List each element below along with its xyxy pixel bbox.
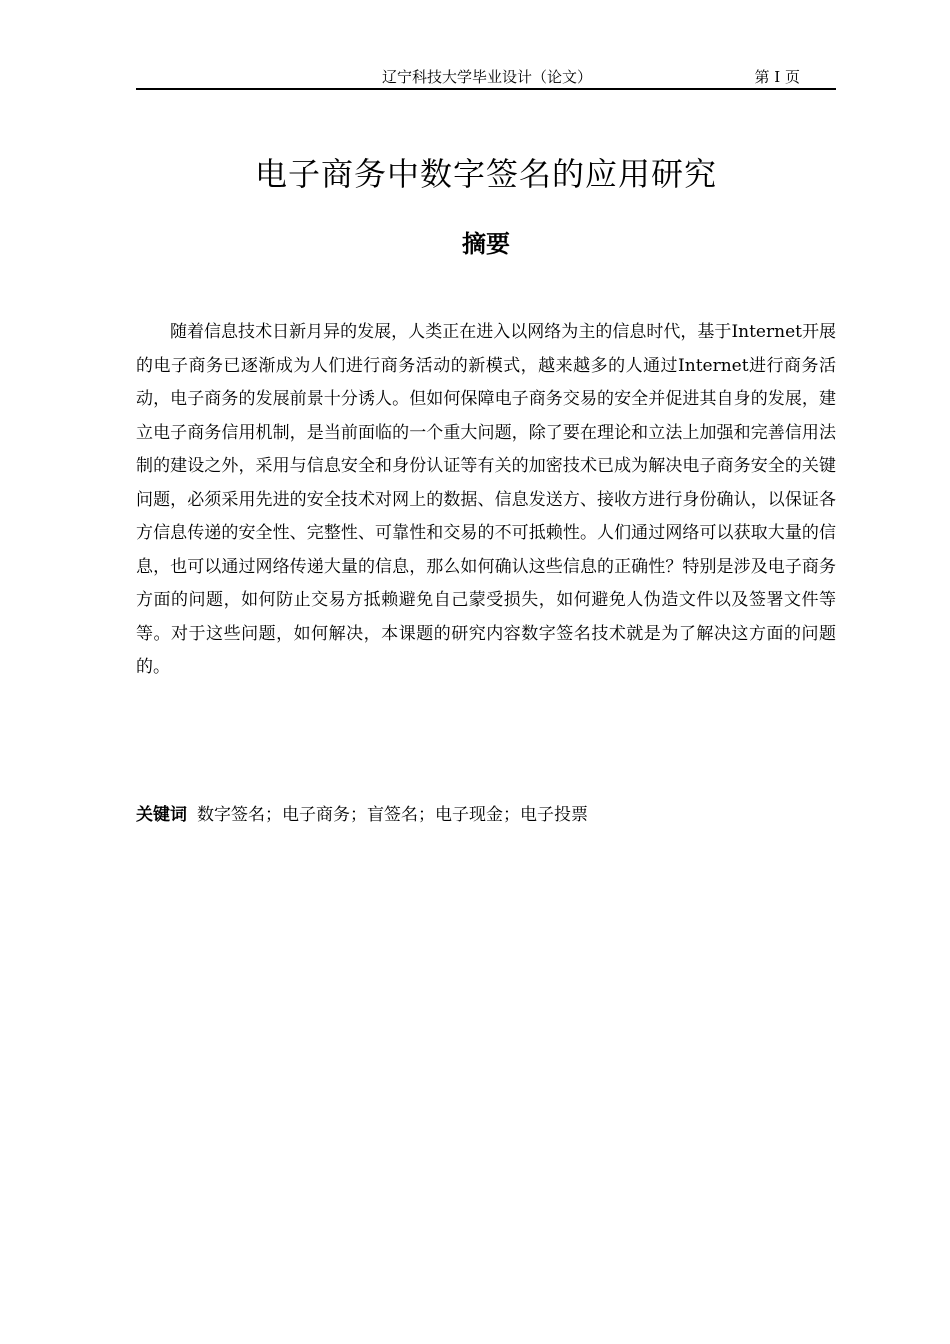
header-page-number: 第 I 页 <box>754 68 800 86</box>
header-thesis-title: 辽宁科技大学毕业设计（论文） <box>382 68 593 86</box>
abstract-paragraph: 随着信息技术日新月异的发展，人类正在进入以网络为主的信息时代，基于Internet开展的电子商务已逐渐成为人们进行商务活动的新模式，越来越多的人通过Internet进行商务活动，电子商务的发展前景十分诱人。但如何保障电子商务交易的安全并促进其自身的发展，建立电子商务信用机制，是当前面临的一个重大问题，除了要在理论和立法上加强和完善信用法制的建设之外，采用与信息安全和身份认证等有关的加密技术已成为解决电子商务安全的关键问题，必须采用先进的安全技术对网上的数据、信息发送方、接收方进行身份确认，以保证各方信息传递的安全性、完整性、可靠性和交易的不可抵赖性。人们通过网络可以获取大量的信息，也可以通过网络传递大量的信息，那么如何确认这些信息的正确性？特别是涉及电子商务方面的问题，如何防止交易方抵赖避免自己蒙受损失，如何避免人伪造文件以及签署文件等等。对于这些问题，如何解决，本课题的研究内容数字签名技术就是为了解决这方面的问题的。 <box>136 322 836 677</box>
keywords-label: 关键词 <box>136 805 187 825</box>
document-title: 电子商务中数字签名的应用研究 <box>254 155 717 193</box>
keywords-line <box>136 800 836 830</box>
abstract-heading: 摘要 <box>462 230 510 258</box>
keywords-list: 数字签名；电子商务；盲签名；电子现金；电子投票 <box>197 805 588 825</box>
running-header <box>136 66 836 90</box>
